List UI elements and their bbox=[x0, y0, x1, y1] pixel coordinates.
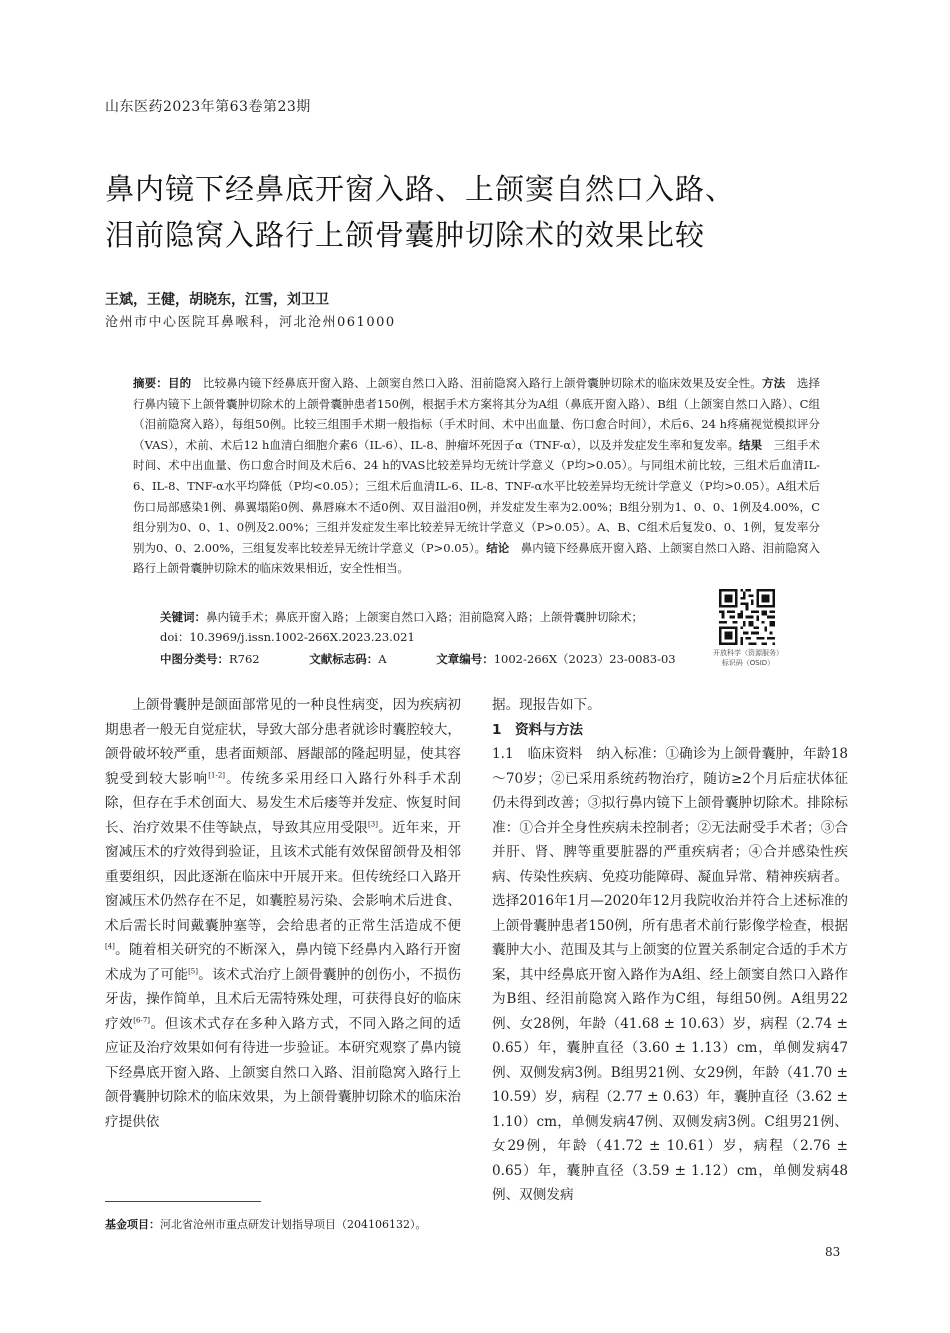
objective-text: 比较鼻内镜下经鼻底开窗入路、上颌窦自然口入路、泪前隐窝入路行上颌骨囊肿切除术的临床效果及安全性。 bbox=[202, 376, 762, 390]
methods-label: 方法 bbox=[761, 376, 786, 390]
article-no bbox=[436, 652, 675, 666]
intro-text-1: 上颌骨囊肿是颌面部常见的一种良性病变，因为疾病初期患者一般无自觉症状，导致大部分患者就诊时囊腔较大，颌骨破坏较严重，患者面颊部、唇龈部的隆起明显，使其容貌受到较大影响 bbox=[105, 697, 461, 787]
doi-label: doi： bbox=[160, 630, 190, 644]
conclusion-text: 鼻内镜下经鼻底开窗入路、上颌窦自然口入路、泪前隐窝入路行上颌骨囊肿切除术的临床效果相近，安全性相当。 bbox=[133, 540, 821, 576]
qr-caption-line-1: 开放科学（资源服务） bbox=[713, 649, 783, 657]
objective-label: 目的 bbox=[167, 376, 192, 390]
citation: [1-2] bbox=[208, 770, 225, 779]
page-number: 83 bbox=[825, 1245, 841, 1259]
intro-text-4: 。随着相关研究的不断深入，鼻内镜下经鼻内入路行开窗术成为了可能 bbox=[105, 942, 461, 983]
intro-text-5: 。该术式治疗上颌骨囊肿的创伤小，不损伤牙齿，操作简单，且术后无需特殊处理，可获得良好的临床疗效 bbox=[105, 966, 462, 1032]
continued-text: 据。现报告如下。 bbox=[492, 697, 601, 713]
funding-footnote bbox=[105, 1216, 427, 1232]
right-column bbox=[492, 693, 848, 1208]
methods-text: 选择行鼻内镜下上颌骨囊肿切除术的上颌骨囊肿患者150例，根据手术方案将其分为A组（鼻底开窗入路）、B组（上颌窦自然口入路）、C组（泪前隐窝入路），每组50例。比较三组围手术期一般指标（手术时间、术中出血量、伤口愈合时间），术后6、24 h疼痛视觉模拟评分（VAS），术前、术后12 h血清白细胞介素6（IL-6）、IL-8、肿瘤坏死因子α（TNF-α），以及并发症发生率和复发率。 bbox=[133, 376, 821, 452]
intro-text-3: 。近年来，开窗减压术的疗效得到验证，且该术式能有效保留颌骨及相邻重要组织，因此逐渐在临床中开展开来。但传统经口入路开窗减压术仍然存在不足，如囊腔易污染、会影响术后进食、术后需长时间戴囊肿塞等，会给患者的正常生活造成不便 bbox=[105, 819, 462, 934]
doc-code bbox=[309, 652, 386, 666]
intro-paragraph bbox=[105, 693, 461, 1134]
classification-line bbox=[160, 651, 722, 667]
qr-caption-line-2: 标识码（OSID） bbox=[721, 659, 775, 667]
citation: [5] bbox=[188, 966, 198, 975]
results-text: 三组手术时间、术中出血量、伤口愈合时间及术后6、24 h的VAS比较差异均无统计学意义（P均>0.05）。与同组术前比较，三组术后血清IL-6、IL-8、TNF-α水平均降低（P均<0.05）；三组术后血清IL-6、IL-8、TNF-α水平比较差异均无统计学意义（P均>0.05）。A组术后伤口局部感染1例、鼻翼塌陷0例、鼻唇麻木不适0例、双目溢泪0例，并发症发生率为2.00%；B组分别为1、0、0、1例及4.00%，C组分别为0、0、1、0例及2.00%；三组并发症发生率比较差异无统计学意义（P>0.05）。A、B、C组术后复发0、0、1例，复发率分别为0、0、2.00%，三组复发率比较差异无统计学意义（P>0.05）。 bbox=[133, 437, 821, 555]
abstract bbox=[133, 373, 820, 579]
article-no-value: 1002-266X（2023）23-0083-03 bbox=[493, 652, 676, 666]
article-title bbox=[105, 166, 845, 258]
subsection-text: 纳入标准：①确诊为上颌骨囊肿，年龄18～70岁；②已采用系统药物治疗，随访≥2个月后症状体征仍未得到改善；③拟行鼻内镜下上颌骨囊肿切除术。排除标准：①合并全身性疾病未控制者；②无法耐受手术者；③合并肝、肾、脾等重要脏器的严重疾病者；④合并感染性疾病、传染性疾病、免疫功能障碍、凝血异常、精神疾病者。选择2016年1月—2020年12月我院收治并符合上述标准的上颌骨囊肿患者150例，所有患者术前行影像学检查，根据囊肿大小、范围及其与上颌窦的位置关系制定合适的手术方案，其中经鼻底开窗入路作为A组、经上颌窦自然口入路作为B组、经泪前隐窝入路作为C组，每组50例。A组男22例、女28例，年龄（41.68 ± 10.63）岁，病程（2.74 ± 0.65）年，囊肿直径（3.60 ± 1.13）cm，单侧发病47例、双侧发病3例。B组男21例、女29例，年龄（41.70 ± 10.59）岁，病程（2.77 ± 0.63）年，囊肿直径（3.62 ± 1.10）cm，单侧发病47例、双侧发病3例。C组男21例、女29例，年龄（41.72 ± 10.61）岁，病程（2.76 ± 0.65）年，囊肿直径（3.59 ± 1.12）cm，单侧发病48例、双侧发病 bbox=[492, 746, 849, 1203]
left-column bbox=[105, 693, 461, 1134]
authors: 王斌，王健，胡晓东，江雪，刘卫卫 bbox=[105, 292, 329, 308]
doi bbox=[160, 629, 415, 645]
funding-text: 河北省沧州市重点研发计划指导项目（204106132）。 bbox=[160, 1218, 427, 1231]
funding-label: 基金项目： bbox=[105, 1218, 160, 1231]
journal-header: 山东医药2023年第63卷第23期 bbox=[105, 99, 311, 115]
keywords-label: 关键词： bbox=[160, 610, 206, 624]
citation: [4] bbox=[105, 942, 115, 951]
clc-label: 中图分类号： bbox=[160, 652, 229, 666]
intro-text-6: 。但该术式存在多种入路方式，不同入路之间的适应证及治疗效果如何有待进一步验证。本研究观察了鼻内镜下经鼻底开窗入路、上颌窦自然口入路、泪前隐窝入路行上颌骨囊肿切除术的临床效果，为上颌骨囊肿切除术的临床治疗提供依 bbox=[105, 1015, 462, 1130]
qr-code-icon bbox=[719, 589, 775, 645]
footnote-divider bbox=[105, 1201, 261, 1202]
intro-text-2: 。传统多采用经口入路行外科手术刮除，但存在手术创面大、易发生术后瘘等并发症、恢复时间长、治疗效果不佳等缺点，导致其应用受限 bbox=[105, 770, 462, 836]
results-label: 结果 bbox=[739, 437, 763, 452]
doc-code-value: A bbox=[378, 652, 387, 666]
section-heading: 1 资料与方法 bbox=[492, 721, 584, 738]
article-no-label: 文章编号： bbox=[436, 652, 494, 666]
abstract-label: 摘要： bbox=[133, 376, 168, 390]
title-line-1: 鼻内镜下经鼻底开窗入路、上颌窦自然口入路、 bbox=[105, 172, 736, 206]
title-line-2: 泪前隐窝入路行上颌骨囊肿切除术的效果比较 bbox=[105, 218, 706, 252]
keywords bbox=[160, 607, 720, 627]
subsection-paragraph bbox=[492, 742, 848, 1208]
subsection-heading: 1.1 临床资料 bbox=[492, 746, 597, 762]
clc bbox=[160, 652, 260, 666]
doi-value: 10.3969/j.issn.1002-266X.2023.23.021 bbox=[189, 630, 415, 644]
citation: [6-7] bbox=[133, 1015, 151, 1024]
conclusion-label: 结论 bbox=[486, 540, 510, 555]
affiliation: 沧州市中心医院耳鼻喉科，河北沧州061000 bbox=[105, 315, 396, 330]
keywords-text: 鼻内镜手术；鼻底开窗入路；上颌窦自然口入路；泪前隐窝入路；上颌骨囊肿切除术； bbox=[206, 610, 643, 624]
clc-value: R762 bbox=[229, 652, 260, 666]
doc-code-label: 文献标志码： bbox=[309, 652, 379, 666]
qr-caption bbox=[700, 648, 796, 668]
citation: [3] bbox=[368, 819, 378, 828]
